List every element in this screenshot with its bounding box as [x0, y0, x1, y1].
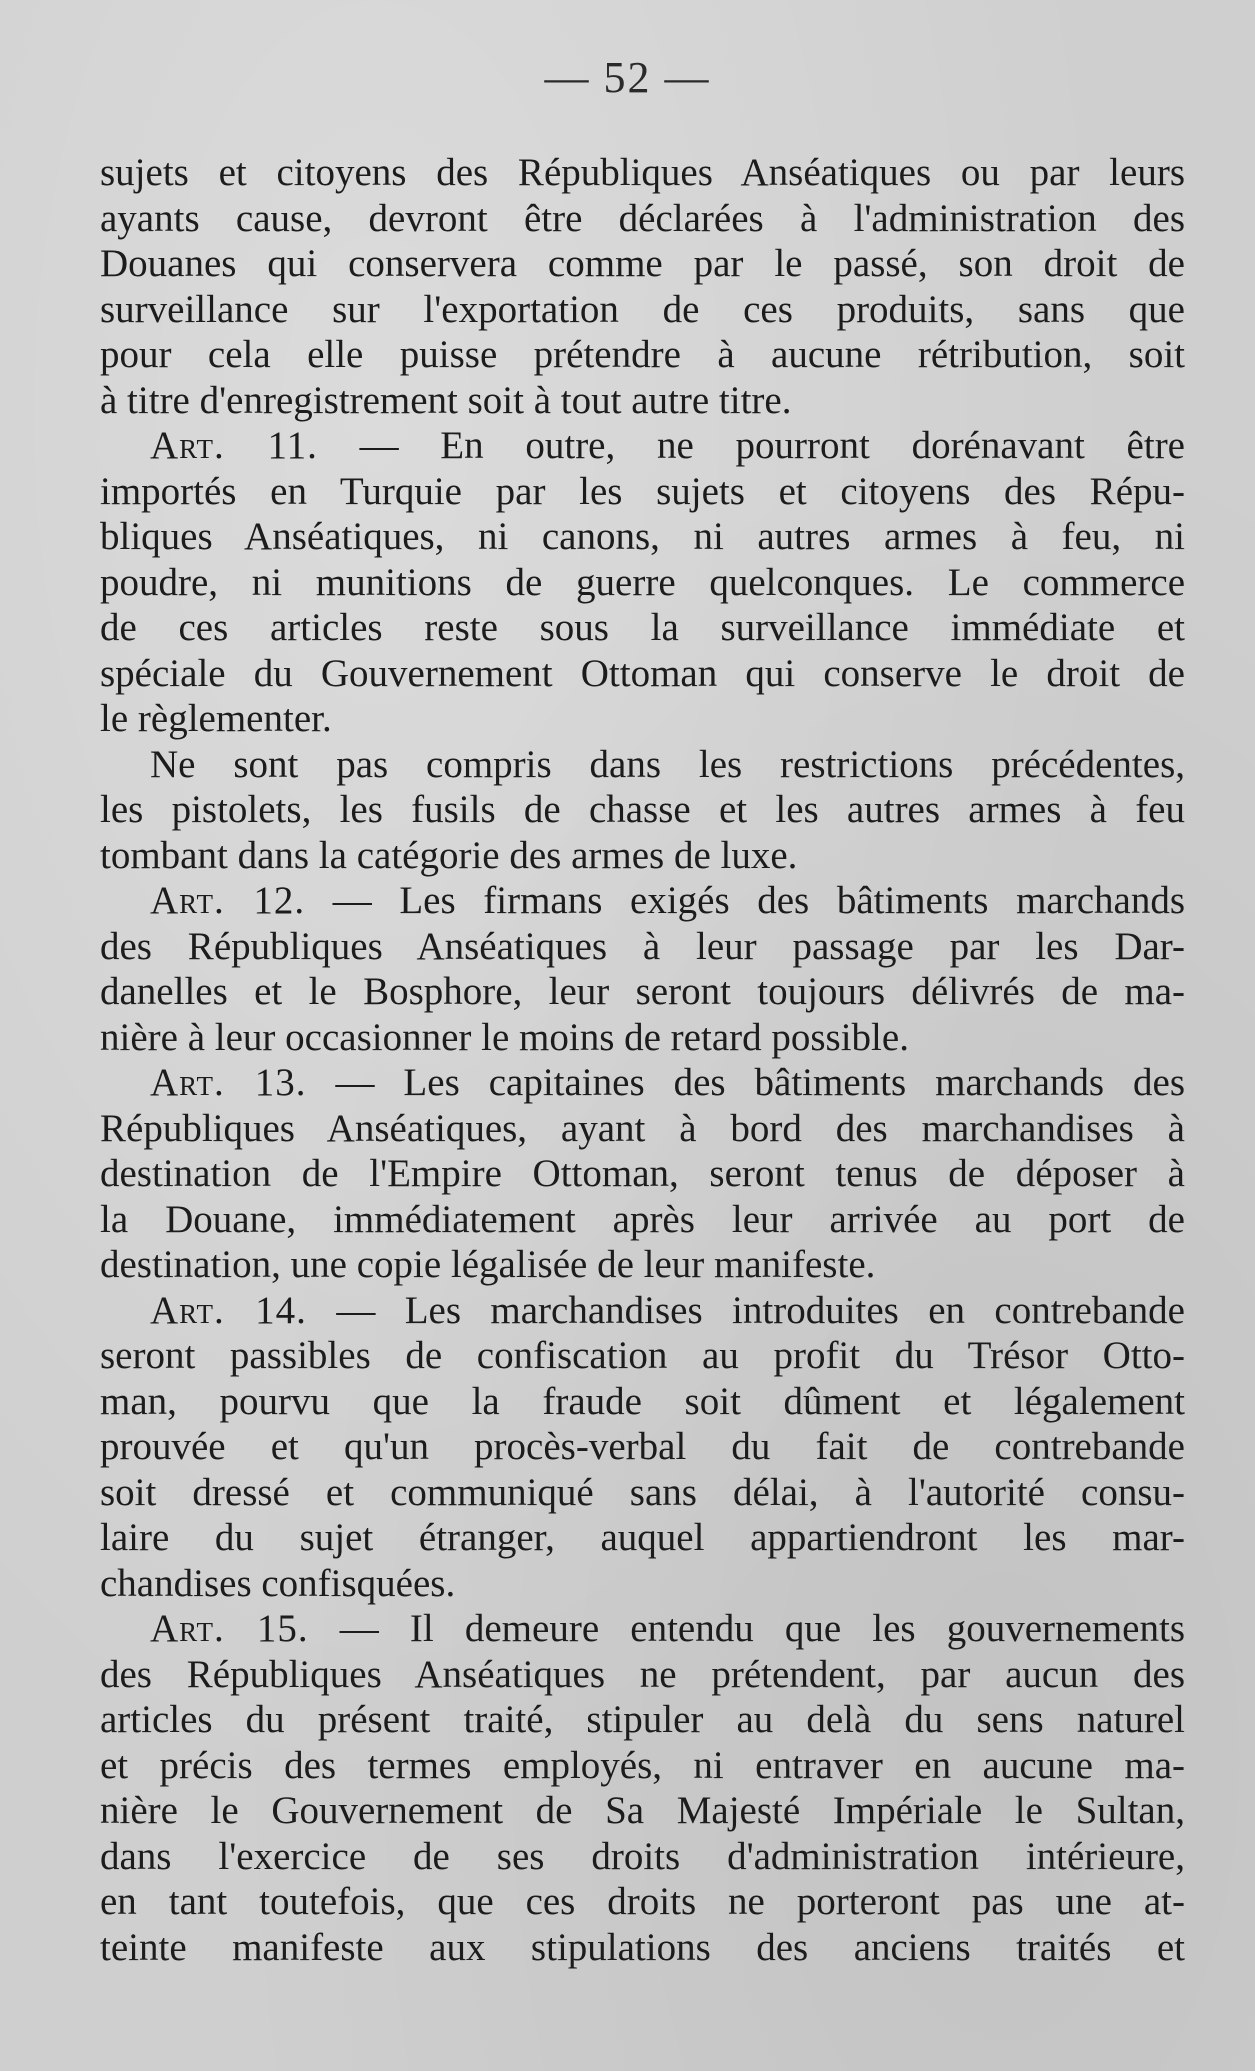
text-line: destination de l'Empire Ottoman, seront tenus de déposer à [100, 1152, 1185, 1195]
text-line: des Républiques Anséatiques à leur passage par les Dar- [100, 924, 1185, 968]
text-line: Républiques Anséatiques, ayant à bord des marchandises à [100, 1106, 1185, 1150]
text-line: à titre d'enregistrement soit à tout autre titre. [100, 378, 792, 422]
text-line: Art. 12. — Les firmans exigés des bâtiments marchands [150, 879, 1185, 922]
text-line: Art. 13. — Les capitaines des bâtiments marchands des [150, 1061, 1185, 1104]
text-line: les pistolets, les fusils de chasse et les autres armes à feu [100, 788, 1185, 831]
text-line: soit dressé et communiqué sans délai, à l'autorité consu- [100, 1470, 1185, 1514]
text-line: Art. 11. — En outre, ne pourront dorénavant être [150, 424, 1185, 467]
text-line: Douanes qui conservera comme par le passé, son droit de [100, 242, 1185, 285]
article-15 [100, 1606, 1185, 1970]
paragraph-continuation [100, 150, 1185, 423]
article-11 [100, 423, 1185, 742]
text-line: le règlementer. [100, 697, 332, 740]
text-line: spéciale du Gouvernement Ottoman qui conserve le droit de [100, 651, 1185, 695]
text-line: de ces articles reste sous la surveillance immédiate et [100, 606, 1185, 649]
article-label: Art. 13. [150, 1061, 307, 1104]
text-line: Art. 15. — Il demeure entendu que les gouvernements [150, 1607, 1185, 1650]
text-line: laire du sujet étranger, auquel appartiendront les mar- [100, 1516, 1185, 1559]
text-line: des Républiques Anséatiques ne prétendent, par aucun des [100, 1652, 1185, 1696]
text-line: tombant dans la catégorie des armes de luxe. [100, 833, 798, 877]
text-line: prouvée et qu'un procès-verbal du fait de contrebande [100, 1425, 1185, 1468]
text-line: ayants cause, devront être déclarées à l'administration des [100, 196, 1185, 240]
text-line: Ne sont pas compris dans les restrictions précédentes, [150, 742, 1185, 786]
text-line: man, pourvu que la fraude soit dûment et légalement [100, 1379, 1185, 1423]
text-line: seront passibles de confiscation au profit du Trésor Otto- [100, 1334, 1185, 1377]
text-line: bliques Anséatiques, ni canons, ni autres armes à feu, ni [100, 515, 1185, 558]
text-line: la Douane, immédiatement après leur arrivée au port de [100, 1197, 1185, 1241]
text-line: nière à leur occasionner le moins de retard possible. [100, 1015, 909, 1059]
text-line: chandises confisquées. [100, 1561, 456, 1605]
article-label: Art. 12. [150, 879, 306, 922]
article-label: Art. 11. [150, 424, 318, 467]
text-line: pour cela elle puisse prétendre à aucune rétribution, soit [100, 333, 1185, 376]
page-number: — 52 — [544, 53, 711, 102]
article-label: Art. 14. [150, 1288, 307, 1332]
body-text [100, 150, 1185, 1970]
article-12 [100, 878, 1185, 1060]
text-line: importés en Turquie par les sujets et citoyens des Répu- [100, 469, 1185, 513]
article-14 [100, 1288, 1185, 1607]
article-label: Art. 15. [150, 1607, 309, 1650]
text-line: en tant toutefois, que ces droits ne porteront pas une at- [100, 1880, 1185, 1923]
text-line: nière le Gouvernement de Sa Majesté Impériale le Sultan, [100, 1789, 1185, 1832]
text-line: dans l'exercice de ses droits d'administration intérieure, [100, 1834, 1185, 1878]
text-line: et précis des termes employés, ni entraver en aucune ma- [100, 1743, 1185, 1787]
text-line: surveillance sur l'exportation de ces produits, sans que [100, 287, 1185, 331]
text-line: articles du présent traité, stipuler au delà du sens naturel [100, 1698, 1185, 1741]
paragraph [100, 742, 1185, 879]
text-line: danelles et le Bosphore, leur seront toujours délivrés de ma- [100, 970, 1185, 1013]
text-line: Art. 14. — Les marchandises introduites en contrebande [150, 1288, 1185, 1332]
text-line: destination, une copie légalisée de leur manifeste. [100, 1243, 876, 1286]
text-line: teinte manifeste aux stipulations des anciens traités et [100, 1925, 1185, 1969]
text-line: sujets et citoyens des Républiques Anséatiques ou par leurs [100, 151, 1185, 194]
article-13 [100, 1060, 1185, 1288]
text-line: poudre, ni munitions de guerre quelconques. Le commerce [100, 560, 1185, 604]
